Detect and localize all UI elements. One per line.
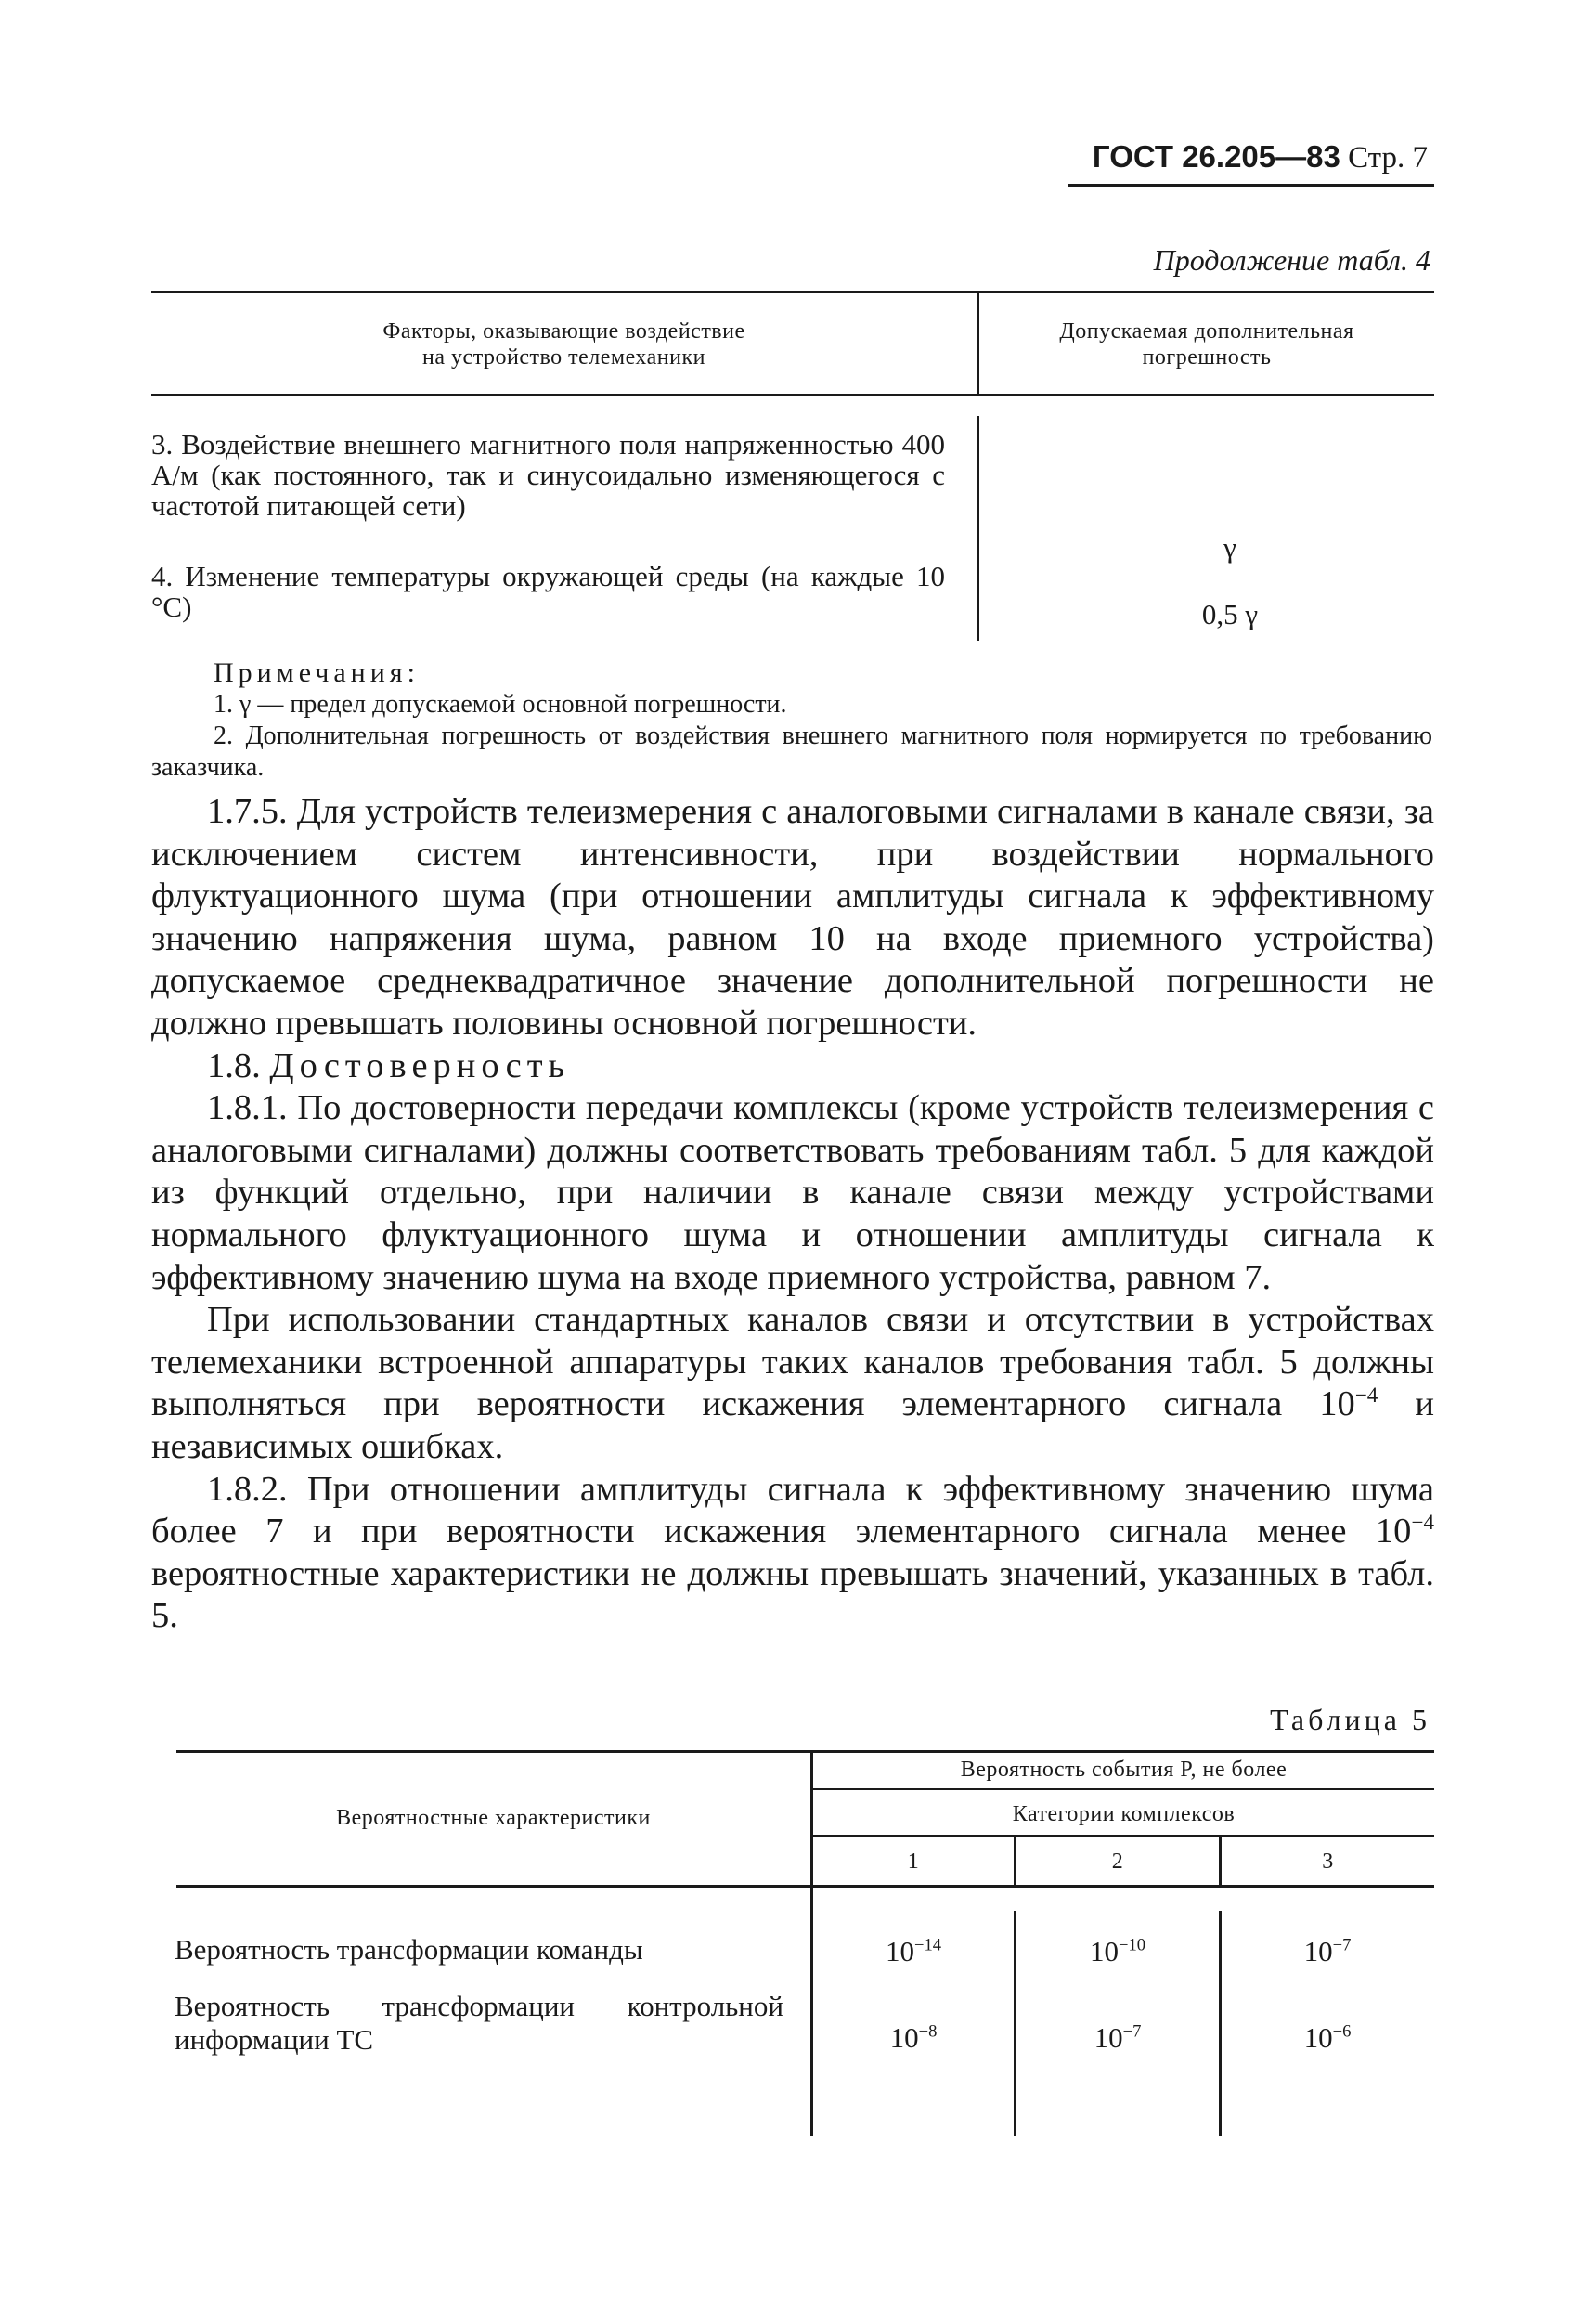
- table4-row-4-value: 0,5 γ: [1201, 598, 1259, 630]
- table5-prob-header: Вероятность события P, не более: [960, 1758, 1288, 1782]
- section-heading-1-8: [151, 1045, 1434, 1088]
- table5-subheader-rule-1: [813, 1788, 1434, 1790]
- standard-code: ГОСТ 26.205—83: [1092, 139, 1340, 174]
- table5-caption: Таблица 5: [1270, 1703, 1430, 1736]
- table5-category-1: 1: [907, 1850, 920, 1874]
- table5-row-2-cat-2: $10^{-7}$: [1094, 2021, 1142, 2054]
- table5-row-2-label: Вероятность трансформации контрольной информации ТС: [175, 1990, 783, 2056]
- page-header: [1093, 139, 1428, 175]
- notes-title: Примечания:: [214, 657, 420, 688]
- section-title: Достоверность: [269, 1045, 571, 1085]
- table5-col-header: Вероятностные характеристики: [336, 1806, 651, 1830]
- table5-category-2: 2: [1111, 1850, 1124, 1874]
- table5-row-1-cat-1: $10^{-14}$: [885, 1935, 942, 1967]
- table4-row-4: 4. Изменение температуры окружающей среды (на каждые 10 °С): [151, 560, 945, 623]
- paragraph-standard-channels: При использовании стандартных каналов связи и отсутствии в устройствах телемеханики встроенной аппаратуры таких каналов требования табл. 5 должны выполняться при вероятности искажения элементарного сигнала $10^{-4}$ и независимых ошибках.: [151, 1300, 1434, 1466]
- table5-category-3: 3: [1322, 1850, 1334, 1874]
- table5-row-2-cat-1: $10^{-8}$: [889, 2021, 938, 2054]
- paragraph-1-8-2: 1.8.2. При отношении амплитуды сигнала к эффективному значению шума более 7 и при вероятности искажения элементарного сигнала менее $10^{-4}$ вероятностные характеристики не должны превышать значений, указанных в табл. 5.: [151, 1469, 1434, 1636]
- table4-header-rule: [151, 394, 1434, 396]
- table4-row-3-value: γ: [1223, 531, 1236, 564]
- table5-body-divider-2: [1219, 1911, 1222, 2136]
- table5-row-1-cat-2: $10^{-10}$: [1089, 1935, 1146, 1967]
- paragraph-1-8-1: 1.8.1. По достоверности передачи комплексы (кроме устройств телеизмерения с аналоговыми сигналами) должны соответствовать требованиям табл. 5 для каждой из функций отдельно, при наличии в канале связи между устройствами нормального флуктуационного шума и отношении амплитуды сигнала к эффективному значению шума на входе приемного устройства, равном 7.: [151, 1088, 1434, 1297]
- note-1: 1. γ — предел допускаемой основной погрешности.: [214, 690, 787, 719]
- table5-body-divider-1: [1014, 1911, 1016, 2136]
- paragraph-1-7-5: 1.7.5. Для устройств телеизмерения с аналоговыми сигналами в канале связи, за исключением систем интенсивности, при воздействии нормального флуктуационного шума (при отношении амплитуды сигнала к эффективному значению напряжения шума, равном 10 на входе приемного устройства) допускаемое среднеквадратичное значение дополнительной погрешности не должно превышать половины основной погрешности.: [151, 792, 1434, 1043]
- table5-row-1-cat-3: $10^{-7}$: [1303, 1935, 1352, 1967]
- table4-continuation-label: Продолжение табл. 4: [1153, 243, 1430, 277]
- notes: [151, 657, 1432, 784]
- table4-row-3: 3. Воздействие внешнего магнитного поля напряженностью 400 А/м (как постоянного, так и синусоидально изменяющегося с частотой питающей сети): [151, 428, 945, 522]
- table5-row-2-cat-3: $10^{-6}$: [1303, 2021, 1352, 2054]
- table5-row-1-label: Вероятность трансформации команды: [175, 1933, 643, 1966]
- header-rule: [1068, 184, 1434, 187]
- table4-col1-header: Факторы, оказывающие воздействие на устройство телемеханики: [382, 319, 745, 370]
- table5-subheader-rule-2: [813, 1835, 1434, 1837]
- table4-top-rule: [151, 291, 1434, 293]
- section-number: 1.8.: [207, 1045, 261, 1085]
- table5-category-header: Категории комплексов: [1012, 1802, 1236, 1826]
- page-number: Стр. 7: [1348, 141, 1428, 175]
- table5-header-rule: [176, 1885, 1434, 1888]
- body-text: [151, 791, 1434, 1638]
- table5-top-rule: [176, 1750, 1434, 1753]
- table4-body-divider: [977, 416, 979, 641]
- table4-col2-header: Допускаемая дополнительная погрешность: [1059, 319, 1354, 370]
- note-2: 2. Дополнительная погрешность от воздействия внешнего магнитного поля нормируется по требованию заказчика.: [151, 721, 1432, 782]
